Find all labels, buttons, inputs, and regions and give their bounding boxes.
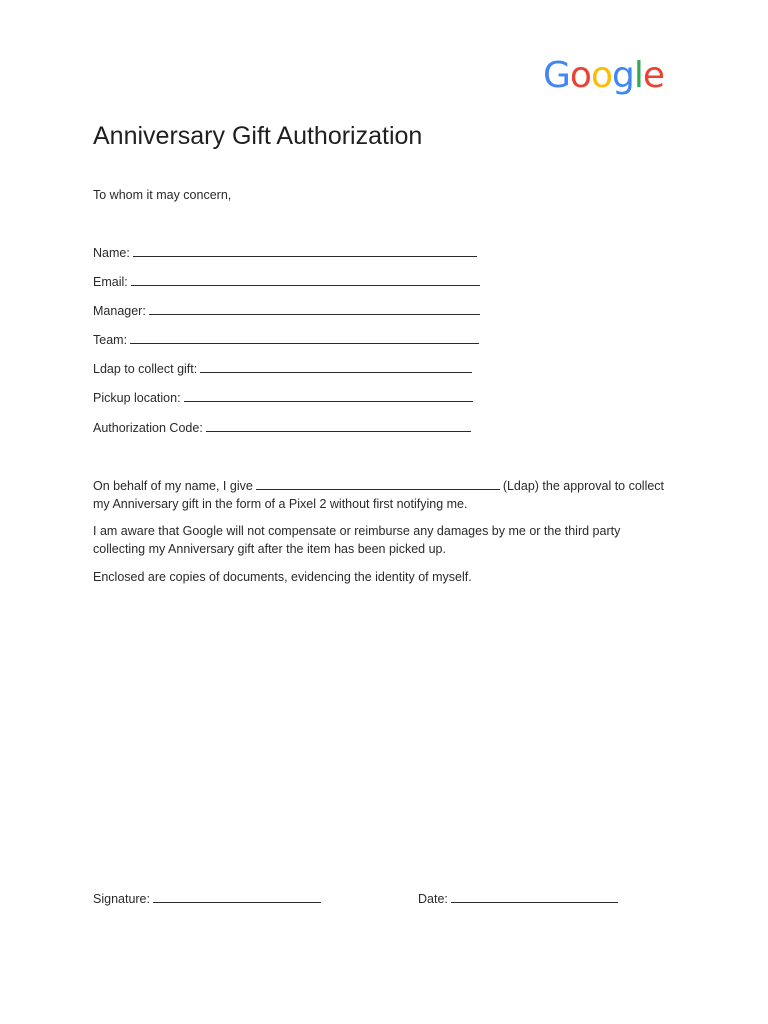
logo-letter: G bbox=[543, 55, 570, 96]
name-blank-line[interactable] bbox=[133, 244, 477, 257]
approval-line-1 bbox=[93, 477, 683, 495]
email-blank-line[interactable] bbox=[131, 273, 480, 286]
ldap-blank-line[interactable] bbox=[200, 360, 472, 373]
authorization-code-field[interactable] bbox=[93, 419, 471, 437]
date-field[interactable] bbox=[418, 890, 618, 908]
signature-blank-line[interactable] bbox=[153, 890, 321, 903]
date-label: Date: bbox=[418, 892, 448, 906]
field-label: Manager: bbox=[93, 304, 146, 318]
pickup-location-field[interactable] bbox=[93, 389, 473, 407]
approval-paragraph bbox=[93, 477, 683, 513]
field-label: Pickup location: bbox=[93, 391, 181, 405]
liability-paragraph bbox=[93, 522, 683, 558]
approval-line-2: my Anniversary gift in the form of a Pixel 2 without first notifying me. bbox=[93, 497, 468, 511]
approval-text-after: (Ldap) the approval to collect bbox=[502, 479, 665, 493]
team-field[interactable] bbox=[93, 331, 479, 349]
field-label: Email: bbox=[93, 275, 128, 289]
authorization-code-blank-line[interactable] bbox=[206, 419, 471, 432]
approval-text-before: On behalf of my name, I give bbox=[93, 479, 253, 493]
logo-letter: e bbox=[642, 55, 664, 96]
team-blank-line[interactable] bbox=[130, 331, 479, 344]
salutation: To whom it may concern, bbox=[93, 188, 232, 202]
date-blank-line[interactable] bbox=[451, 890, 618, 903]
signature-field[interactable] bbox=[93, 890, 321, 908]
page-title: Anniversary Gift Authorization bbox=[93, 122, 423, 150]
field-label: Authorization Code: bbox=[93, 421, 203, 435]
ldap-to-collect-field[interactable] bbox=[93, 360, 472, 378]
name-field[interactable] bbox=[93, 244, 477, 262]
signature-label: Signature: bbox=[93, 892, 150, 906]
manager-field[interactable] bbox=[93, 302, 480, 320]
email-field[interactable] bbox=[93, 273, 480, 291]
logo-letter: o bbox=[569, 55, 591, 96]
logo-letter: o bbox=[590, 55, 612, 96]
liability-line-2: collecting my Anniversary gift after the item has been picked up. bbox=[93, 542, 446, 556]
manager-blank-line[interactable] bbox=[149, 302, 480, 315]
field-label: Team: bbox=[93, 333, 128, 347]
ldap-approval-blank-line[interactable] bbox=[256, 477, 500, 490]
field-label: Ldap to collect gift: bbox=[93, 362, 198, 376]
logo-letter: g bbox=[611, 55, 634, 96]
liability-line-1: I am aware that Google will not compensate or reimburse any damages by me or the third party bbox=[93, 524, 621, 538]
google-logo bbox=[543, 50, 675, 102]
pickup-location-blank-line[interactable] bbox=[184, 389, 473, 402]
logo-letter: l bbox=[633, 55, 643, 96]
enclosed-documents-paragraph: Enclosed are copies of documents, evidencing the identity of myself. bbox=[93, 570, 472, 584]
field-label: Name: bbox=[93, 246, 130, 260]
